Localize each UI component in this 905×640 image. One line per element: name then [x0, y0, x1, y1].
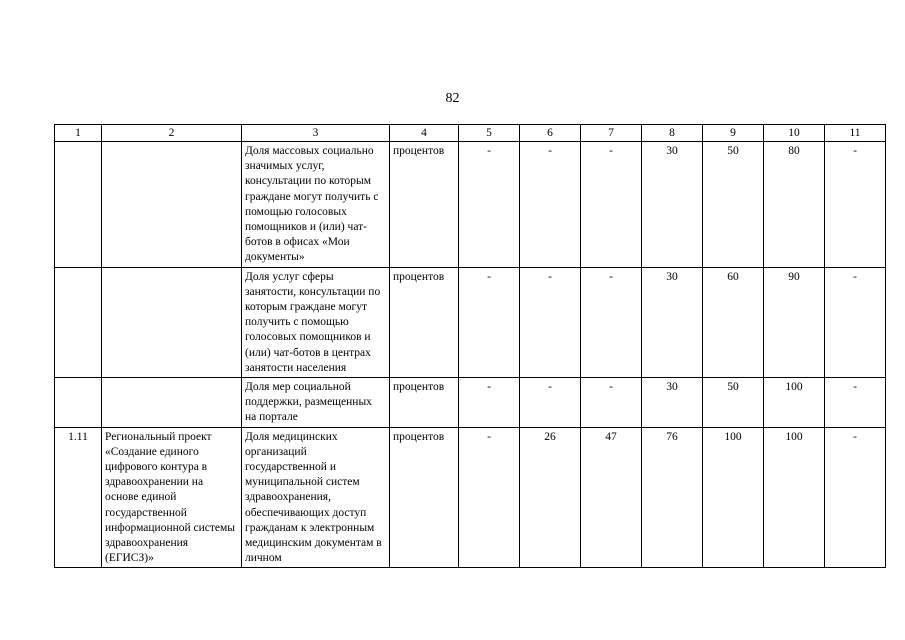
value-cell: 30	[642, 378, 703, 428]
value-cell: -	[581, 378, 642, 428]
header-cell: 4	[390, 125, 459, 142]
row-number-cell: 1.11	[55, 427, 102, 568]
value-cell: -	[459, 427, 520, 568]
value-cell: 50	[703, 142, 764, 268]
value-cell: -	[581, 267, 642, 377]
value-cell: 30	[642, 267, 703, 377]
table-row	[55, 427, 886, 568]
row-number-cell	[55, 142, 102, 268]
value-cell: 26	[520, 427, 581, 568]
value-cell: 30	[642, 142, 703, 268]
indicator-cell: Доля массовых социально значимых услуг, консультации по которым граждане могут получить с помощью голосовых помощников и (или) чат-ботов в офисах «Мои документы»	[242, 142, 390, 268]
indicator-cell: Доля мер социальной поддержки, размещенных на портале	[242, 378, 390, 428]
value-cell: 100	[764, 427, 825, 568]
project-name-cell	[102, 267, 242, 377]
value-cell: 100	[764, 378, 825, 428]
value-cell: 90	[764, 267, 825, 377]
value-cell: -	[520, 378, 581, 428]
unit-cell: процентов	[390, 142, 459, 268]
value-cell: 50	[703, 378, 764, 428]
header-cell: 3	[242, 125, 390, 142]
table-row	[55, 378, 886, 428]
indicator-cell: Доля медицинских организаций государственной и муниципальной систем здравоохранения, обеспечивающих доступ гражданам к электронным медицинским документам в личном	[242, 427, 390, 568]
value-cell: -	[825, 427, 886, 568]
table-row	[55, 267, 886, 377]
value-cell: -	[459, 142, 520, 268]
header-cell: 11	[825, 125, 886, 142]
value-cell: -	[459, 267, 520, 377]
value-cell: -	[825, 142, 886, 268]
value-cell: -	[520, 142, 581, 268]
value-cell: -	[581, 142, 642, 268]
value-cell: 76	[642, 427, 703, 568]
header-cell: 7	[581, 125, 642, 142]
project-name-cell	[102, 378, 242, 428]
row-number-cell	[55, 267, 102, 377]
value-cell: 47	[581, 427, 642, 568]
header-cell: 5	[459, 125, 520, 142]
value-cell: 60	[703, 267, 764, 377]
header-cell: 9	[703, 125, 764, 142]
header-cell: 8	[642, 125, 703, 142]
value-cell: 100	[703, 427, 764, 568]
header-cell: 10	[764, 125, 825, 142]
unit-cell: процентов	[390, 267, 459, 377]
table-row	[55, 142, 886, 268]
value-cell: 80	[764, 142, 825, 268]
unit-cell: процентов	[390, 378, 459, 428]
header-cell: 6	[520, 125, 581, 142]
indicators-table	[54, 124, 886, 568]
indicator-cell: Доля услуг сферы занятости, консультации по которым граждане могут получить с помощью голосовых помощников и (или) чат-ботов в центрах занятости населения	[242, 267, 390, 377]
value-cell: -	[825, 378, 886, 428]
header-row	[55, 125, 886, 142]
header-cell: 2	[102, 125, 242, 142]
header-cell: 1	[55, 125, 102, 142]
row-number-cell	[55, 378, 102, 428]
project-name-cell: Региональный проект «Создание единого цифрового контура в здравоохранении на основе единой государственной информационной системы здравоохранения (ЕГИСЗ)»	[102, 427, 242, 568]
project-name-cell	[102, 142, 242, 268]
unit-cell: процентов	[390, 427, 459, 568]
value-cell: -	[825, 267, 886, 377]
value-cell: -	[459, 378, 520, 428]
page-number: 82	[445, 91, 460, 106]
value-cell: -	[520, 267, 581, 377]
